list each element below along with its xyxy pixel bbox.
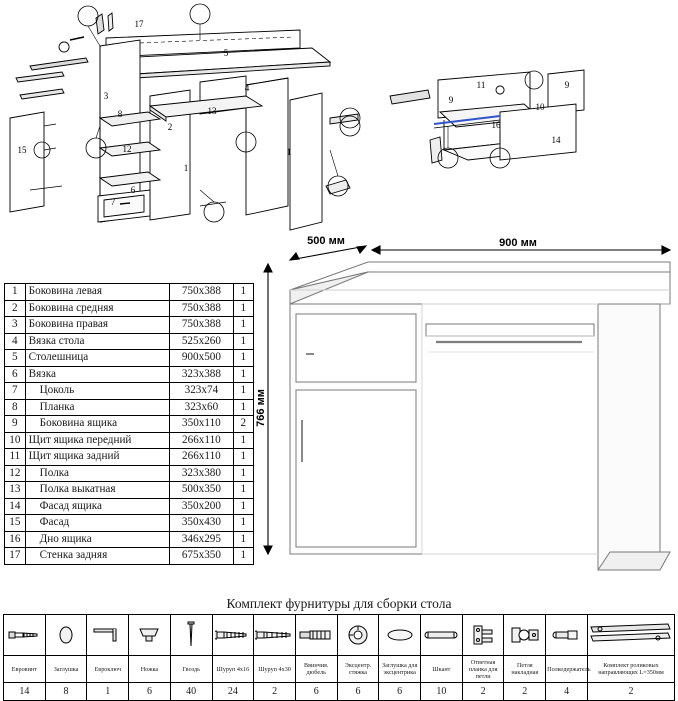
part-dimensions: 675х350 <box>170 548 234 565</box>
part-number: 2 <box>5 300 26 317</box>
dowel-icon <box>295 615 337 656</box>
part-name: Щит ящика задний <box>25 449 169 466</box>
table-row <box>5 498 254 515</box>
fitting-count: 24 <box>212 683 254 701</box>
part-number: 9 <box>5 416 26 433</box>
fittings-icons-row <box>4 615 675 656</box>
table-row <box>5 300 254 317</box>
fitting-count: 6 <box>337 683 379 701</box>
fitting-label: Ввинчив. дюбель <box>295 656 337 683</box>
part-name: Полка <box>25 465 169 482</box>
part-quantity: 1 <box>233 300 253 317</box>
part-name: Полка выкатная <box>25 482 169 499</box>
part-dimensions: 900х500 <box>170 350 234 367</box>
part-number: 8 <box>5 399 26 416</box>
fittings-counts-row <box>4 683 675 701</box>
part-dimensions: 525х260 <box>170 333 234 350</box>
part-number: 1 <box>5 284 26 301</box>
part-quantity: 1 <box>233 482 253 499</box>
table-row <box>5 548 254 565</box>
part-quantity: 1 <box>233 350 253 367</box>
part-number: 10 <box>5 432 26 449</box>
part-name: Боковина средняя <box>25 300 169 317</box>
part-number: 6 <box>5 366 26 383</box>
part-dimensions: 323х74 <box>170 383 234 400</box>
depth-dimension-label: 500 мм <box>307 235 345 247</box>
fitting-count: 6 <box>295 683 337 701</box>
screw-4x16-icon <box>212 615 254 656</box>
leg-icon <box>129 615 171 656</box>
part-dimensions: 750х388 <box>170 300 234 317</box>
fittings-labels-row <box>4 656 675 683</box>
part-number: 15 <box>5 515 26 532</box>
shelf-support-icon <box>546 615 588 656</box>
part-quantity: 1 <box>233 548 253 565</box>
part-name: Боковина левая <box>25 284 169 301</box>
svg-text:3: 3 <box>103 91 109 101</box>
desk-dimensioned-drawing <box>250 232 678 572</box>
part-number: 4 <box>5 333 26 350</box>
svg-text:1: 1 <box>286 147 292 157</box>
euro-key-icon <box>87 615 129 656</box>
svg-text:14: 14 <box>551 135 561 145</box>
fitting-label: Заглушка <box>45 656 87 683</box>
table-row <box>5 284 254 301</box>
part-number: 16 <box>5 531 26 548</box>
height-dimension-label: 766 мм <box>255 389 267 427</box>
fitting-label: Комплект роликовых направляющих L=350мм <box>588 656 675 683</box>
part-quantity: 1 <box>233 498 253 515</box>
width-dimension-label: 900 мм <box>499 237 537 249</box>
fitting-label: Эксцентр. стяжка <box>337 656 379 683</box>
part-number: 7 <box>5 383 26 400</box>
part-dimensions: 350х430 <box>170 515 234 532</box>
fitting-label: Полкодержатель <box>546 656 588 683</box>
svg-text:5: 5 <box>223 48 229 58</box>
fitting-count: 2 <box>588 683 675 701</box>
fitting-count: 14 <box>4 683 46 701</box>
svg-text:1: 1 <box>183 163 189 173</box>
svg-text:10: 10 <box>535 102 545 112</box>
fitting-label: Шкант <box>421 656 463 683</box>
svg-text:12: 12 <box>122 144 132 154</box>
parts-table-body <box>5 284 254 565</box>
part-name: Вязка стола <box>25 333 169 350</box>
table-row <box>5 465 254 482</box>
part-name: Щит ящика передний <box>25 432 169 449</box>
part-dimensions: 323х60 <box>170 399 234 416</box>
part-name: Боковина ящика <box>25 416 169 433</box>
table-row <box>5 432 254 449</box>
part-quantity: 1 <box>233 531 253 548</box>
table-row <box>5 482 254 499</box>
svg-text:16: 16 <box>491 120 501 130</box>
part-dimensions: 500х350 <box>170 482 234 499</box>
fitting-label: Ответная планка для петли <box>462 656 504 683</box>
part-quantity: 2 <box>233 416 253 433</box>
svg-text:13: 13 <box>207 106 217 116</box>
dowel-pin-icon <box>421 615 463 656</box>
part-quantity: 1 <box>233 465 253 482</box>
svg-text:17: 17 <box>134 19 144 29</box>
table-row <box>5 449 254 466</box>
part-number: 5 <box>5 350 26 367</box>
parts-table <box>4 283 254 565</box>
fitting-count: 40 <box>170 683 212 701</box>
table-row <box>5 366 254 383</box>
part-quantity: 1 <box>233 399 253 416</box>
fitting-count: 2 <box>504 683 546 701</box>
part-dimensions: 266х110 <box>170 432 234 449</box>
hinge-icon <box>504 615 546 656</box>
screw-4x30-icon <box>254 615 296 656</box>
svg-text:6: 6 <box>130 185 136 195</box>
part-dimensions: 266х110 <box>170 449 234 466</box>
part-name: Боковина правая <box>25 317 169 334</box>
drawer-slides-icon <box>588 615 675 656</box>
fitting-count: 6 <box>129 683 171 701</box>
svg-text:8: 8 <box>117 109 123 119</box>
fittings-title: Комплект фурнитуры для сборки стола <box>226 596 452 611</box>
exploded-view-diagram <box>0 0 678 235</box>
fitting-count: 10 <box>421 683 463 701</box>
svg-text:9: 9 <box>564 80 570 90</box>
table-row <box>5 399 254 416</box>
svg-text:7: 7 <box>110 197 116 207</box>
svg-text:11: 11 <box>476 80 486 90</box>
table-row <box>5 531 254 548</box>
cam-lock-icon <box>337 615 379 656</box>
part-quantity: 1 <box>233 317 253 334</box>
part-number: 12 <box>5 465 26 482</box>
cap-icon <box>45 615 87 656</box>
part-dimensions: 750х388 <box>170 317 234 334</box>
fitting-count: 2 <box>462 683 504 701</box>
part-dimensions: 323х388 <box>170 366 234 383</box>
part-number: 13 <box>5 482 26 499</box>
part-name: Планка <box>25 399 169 416</box>
svg-text:4: 4 <box>244 83 250 93</box>
part-quantity: 1 <box>233 515 253 532</box>
fitting-count: 2 <box>254 683 296 701</box>
part-quantity: 1 <box>233 366 253 383</box>
svg-text:2: 2 <box>167 122 173 132</box>
table-row <box>5 317 254 334</box>
part-dimensions: 350х110 <box>170 416 234 433</box>
part-quantity: 1 <box>233 333 253 350</box>
table-row <box>5 350 254 367</box>
table-row <box>5 383 254 400</box>
part-quantity: 1 <box>233 449 253 466</box>
nail-icon <box>170 615 212 656</box>
fitting-count: 8 <box>45 683 87 701</box>
part-name: Вязка <box>25 366 169 383</box>
fitting-count: 1 <box>87 683 129 701</box>
fitting-label: Заглушка для эксцентрика <box>379 656 421 683</box>
part-number: 14 <box>5 498 26 515</box>
fitting-label: Шуруп 4х16 <box>212 656 254 683</box>
part-number: 11 <box>5 449 26 466</box>
fitting-label: Ножка <box>129 656 171 683</box>
part-name: Стенка задняя <box>25 548 169 565</box>
cam-cap-icon <box>379 615 421 656</box>
table-row <box>5 416 254 433</box>
part-dimensions: 346х295 <box>170 531 234 548</box>
euro-screw-icon <box>4 615 46 656</box>
fitting-count: 4 <box>546 683 588 701</box>
part-dimensions: 750х388 <box>170 284 234 301</box>
part-number: 3 <box>5 317 26 334</box>
table-row <box>5 333 254 350</box>
part-name: Фасад <box>25 515 169 532</box>
fitting-label: Петля накладная <box>504 656 546 683</box>
fitting-label: Гвоздь <box>170 656 212 683</box>
part-dimensions: 350х200 <box>170 498 234 515</box>
part-name: Дно ящика <box>25 531 169 548</box>
hinge-plate-icon <box>462 615 504 656</box>
part-quantity: 1 <box>233 383 253 400</box>
part-quantity: 1 <box>233 284 253 301</box>
fitting-label: Шуруп 4х30 <box>254 656 296 683</box>
fitting-label: Евроключ <box>87 656 129 683</box>
part-name: Цоколь <box>25 383 169 400</box>
part-name: Фасад ящика <box>25 498 169 515</box>
fitting-label: Евровинт <box>4 656 46 683</box>
svg-text:9: 9 <box>448 95 454 105</box>
part-number: 17 <box>5 548 26 565</box>
part-quantity: 1 <box>233 432 253 449</box>
part-dimensions: 323х380 <box>170 465 234 482</box>
fittings-table <box>3 614 675 701</box>
part-name: Столешница <box>25 350 169 367</box>
fitting-count: 6 <box>379 683 421 701</box>
table-row <box>5 515 254 532</box>
svg-text:15: 15 <box>17 145 27 155</box>
